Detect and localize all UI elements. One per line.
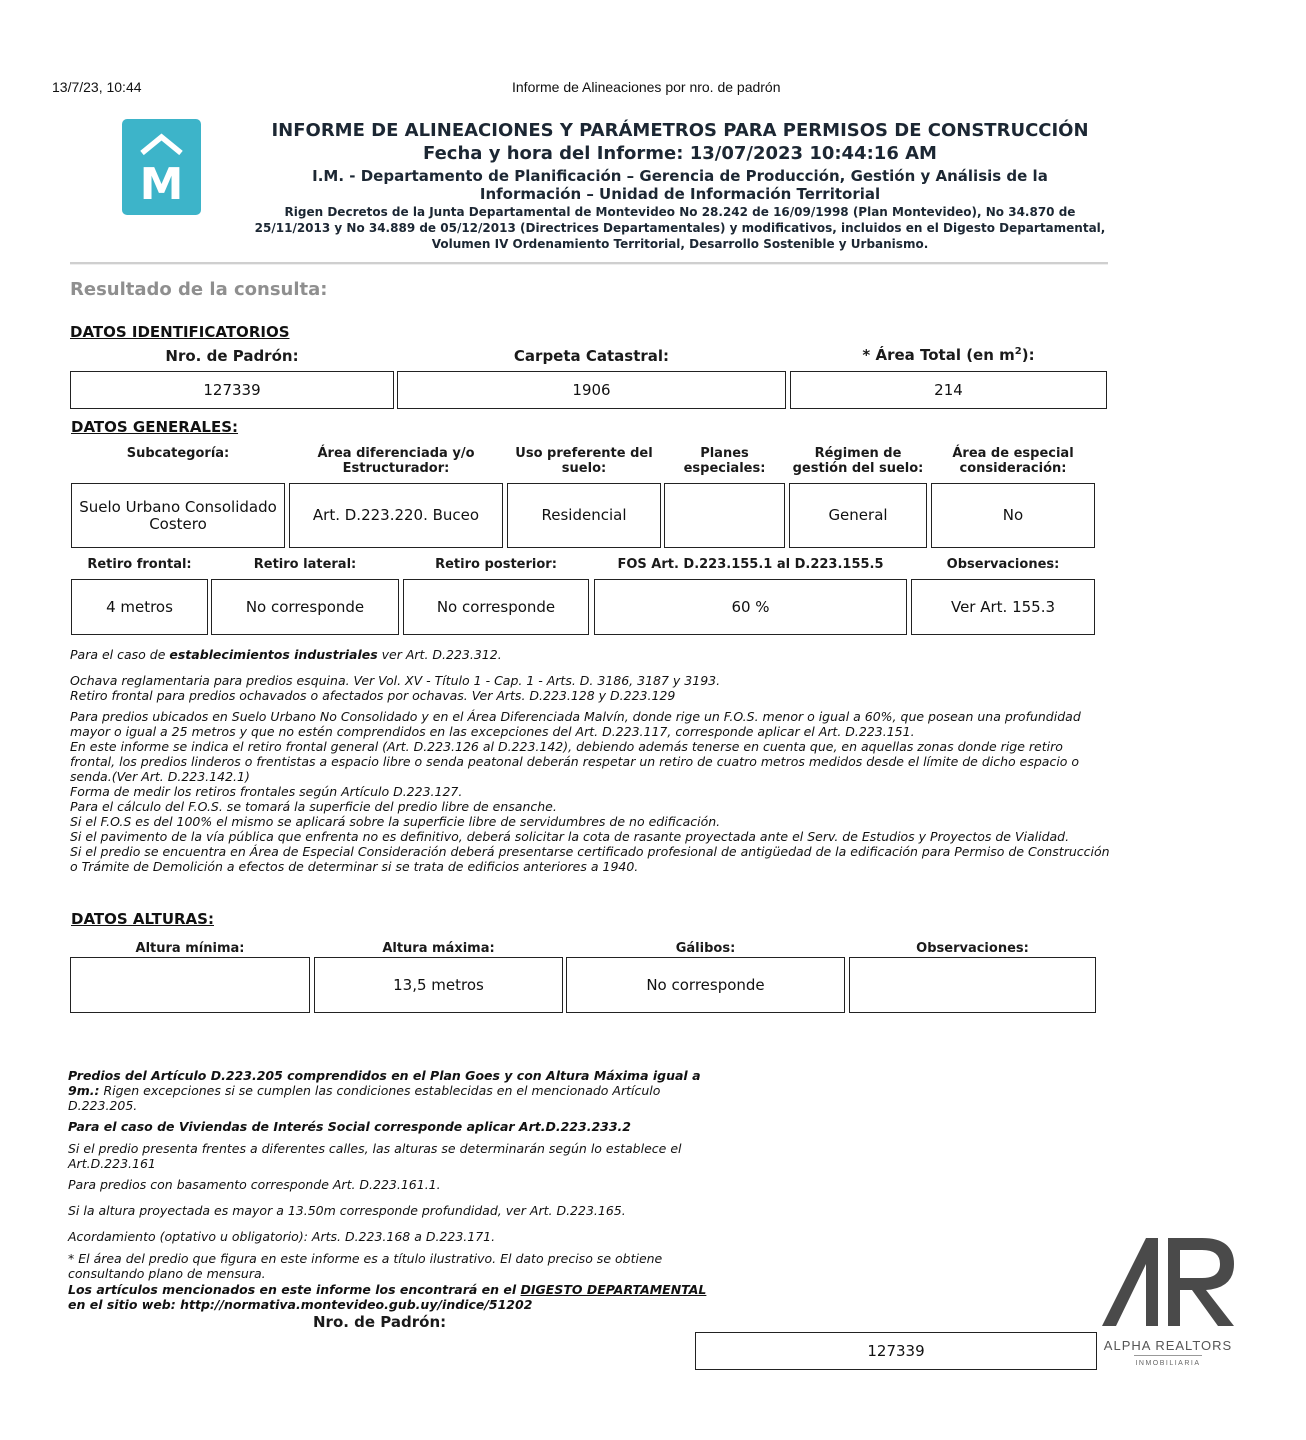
notes-list [70, 673, 1110, 874]
galibos-label: Gálibos: [675, 941, 736, 956]
note-fos100: Si el F.O.S es del 100% el mismo se aplicará sobre la superficie libre de servidumbres de no edificación. [70, 814, 721, 829]
watermark-sub: INMOBILIARIA [1135, 1360, 1201, 1367]
note-acordamiento: Acordamiento (optativo u obligatorio): Arts. D.223.168 a D.223.171. [68, 1229, 496, 1244]
altura-minima-label: Altura mínima: [135, 941, 245, 956]
montevideo-logo-icon [122, 119, 201, 215]
area-especial-label: Área de especial consideración: [952, 446, 1074, 476]
subcategoria-value: Suelo Urbano Consolidado Costero [71, 483, 285, 548]
note-pavimento: Si el pavimento de la vía pública que enfrenta no es definitivo, deberá solicitar la cota de rasante proyectada ante el Serv. de Estudios y Proyectos de Vialidad. [70, 829, 1070, 844]
note-forma: Forma de medir los retiros frontales según Artículo D.223.127. [70, 784, 463, 799]
observaciones-value: Ver Art. 155.3 [911, 579, 1095, 635]
note-retiro-general: En este informe se indica el retiro frontal general (Art. D.223.126 al D.223.142), debiendo además tenerse en cuenta que, en aquellas zonas donde rige retiro frontal, los predios linderos o frentistas a espacio libre o senda peatonal deberán respetar un retiro de cuatro metros medidos desde el límite de dicho espacio o senda.(Ver Art. D.223.142.1) [70, 739, 1080, 784]
note-industrial: Para el caso de establecimientos industriales ver Art. D.223.312. [70, 647, 502, 662]
altura-maxima-value: 13,5 metros [314, 957, 563, 1013]
logo-letter: M [139, 159, 184, 210]
altura-minima-value [70, 957, 310, 1013]
area-label: * Área Total (en $m^2$): [862, 346, 1035, 364]
note-ochava: Ochava reglamentaria para predios esquina. Ver Vol. XV - Título 1 - Cap. 1 - Arts. D. 3186, 3187 y 3193. [70, 673, 721, 688]
note-basamento: Para predios con basamento corresponde Art. D.223.161.1. [68, 1177, 441, 1192]
retiro-frontal-label: Retiro frontal: [87, 557, 192, 572]
report-department: I.M. - Departamento de Planificación – Gerencia de Producción, Gestión y Análisis de la Información – Unidad de Información Territorial [312, 167, 1048, 203]
uso-preferente-value: Residencial [507, 483, 661, 548]
identificatorios-heading: DATOS IDENTIFICATORIOS [70, 323, 290, 341]
watermark-brand: ALPHA REALTORS [1103, 1338, 1233, 1353]
regimen-label: Régimen de gestión del suelo: [792, 446, 924, 476]
report-title: INFORME DE ALINEACIONES Y PARÁMETROS PARA PERMISOS DE CONSTRUCCIÓN [271, 120, 1089, 141]
note-articulos: Los artículos mencionados en este informe los encontrará en el DIGESTO DEPARTAMENTAL en el sitio web: http://normativa.montevideo.gub.uy/indice/51202 [68, 1282, 707, 1312]
alturas-observaciones-label: Observaciones: [916, 941, 1029, 956]
planes-especiales-label: Planes especiales: [683, 446, 766, 476]
result-heading: Resultado de la consulta: [70, 279, 328, 300]
planes-especiales-value [664, 483, 785, 548]
regimen-value: General [789, 483, 927, 548]
subcategoria-label: Subcategoría: [126, 446, 230, 461]
note-plan-goes: Predios del Artículo D.223.205 comprendidos en el Plan Goes y con Altura Máxima igual a 9m.: Rigen excepciones si se cumplen las condiciones establecidas en el mencionado Artículo D.223.205. [68, 1068, 701, 1113]
area-diferenciada-value: Art. D.223.220. Buceo [289, 483, 503, 548]
report-datetime: Fecha y hora del Informe: 13/07/2023 10:44:16 AM [423, 143, 937, 164]
note-frentes: Si el predio presenta frentes a diferentes calles, las alturas se determinarán según lo establece el Art.D.223.161 [68, 1141, 682, 1171]
alpha-realtors-logo-icon [1098, 1232, 1238, 1332]
note-area-ilustrativo: * El área del predio que figura en este informe es a título ilustrativo. El dato preciso se obtiene consultando plano de mensura. [68, 1251, 663, 1281]
padron-label: Nro. de Padrón: [165, 347, 299, 365]
retiro-posterior-label: Retiro posterior: [435, 557, 557, 572]
header-divider [70, 262, 1108, 265]
note-altura-135: Si la altura proyectada es mayor a 13.50m corresponde profundidad, ver Art. D.223.165. [68, 1203, 626, 1218]
alturas-heading: DATOS ALTURAS: [71, 910, 214, 928]
carpeta-label: Carpeta Catastral: [513, 347, 670, 365]
note-especial: Si el predio se encuentra en Área de Especial Consideración deberá presentarse certificado profesional de antigüedad de la edificación para Permiso de Construcción o Trámite de Demolición a efectos de determinar si se trata de edificios anteriores a 1940. [70, 844, 1110, 874]
note-vis: Para el caso de Viviendas de Interés Social corresponde aplicar Art.D.223.233.2 [68, 1119, 631, 1134]
galibos-value: No corresponde [566, 957, 845, 1013]
note-no-consolidado: Para predios ubicados en Suelo Urbano No Consolidado y en el Área Diferenciada Malvín, donde rige un F.O.S. menor o igual a 60%, que posean una profundidad mayor o igual a 25 metros y que no estén comprendidos en las excepciones del Art. D.223.117, corresponde aplicar el Art. D.223.151. [70, 709, 1081, 739]
area-value: 214 [790, 371, 1107, 409]
footer-padron-value: 127339 [695, 1332, 1097, 1370]
uso-preferente-label: Uso preferente del suelo: [515, 446, 653, 476]
retiro-lateral-value: No corresponde [211, 579, 399, 635]
digesto-link[interactable]: DIGESTO DEPARTAMENTAL [520, 1282, 707, 1297]
note-retiro-ochava: Retiro frontal para predios ochavados o afectados por ochavas. Ver Arts. D.223.128 y D.223.129 [70, 688, 676, 703]
alpha-realtors-watermark [1098, 1232, 1238, 1372]
observaciones-label: Observaciones: [946, 557, 1060, 572]
area-especial-value: No [931, 483, 1095, 548]
retiro-posterior-value: No corresponde [403, 579, 589, 635]
padron-value: 127339 [70, 371, 394, 409]
im-logo [122, 119, 201, 215]
area-diferenciada-label: Área diferenciada y/o Estructurador: [317, 446, 475, 476]
retiro-frontal-value: 4 metros [71, 579, 208, 635]
report-decrees: Rigen Decretos de la Junta Departamental de Montevideo No 28.242 de 16/09/1998 (Plan Montevideo), No 34.870 de 25/11/2013 y No 34.889 de 05/12/2013 (Directrices Departamentales) y modificativos, incluidos en el Digesto Departamental, Volumen IV Ordenamiento Territorial, Desarrollo Sostenible y Urbanismo. [254, 205, 1106, 251]
alturas-observaciones-value [849, 957, 1096, 1013]
footer-padron-label: Nro. de Padrón: [313, 1313, 447, 1331]
fos-value: 60 % [594, 579, 907, 635]
note-calculo: Para el cálculo del F.O.S. se tomará la superficie del predio libre de ensanche. [70, 799, 557, 814]
print-timestamp: 13/7/23, 10:44 [52, 79, 142, 95]
altura-maxima-label: Altura máxima: [382, 941, 495, 956]
print-page-title: Informe de Alineaciones por nro. de padrón [512, 79, 781, 95]
generales-heading: DATOS GENERALES: [71, 418, 239, 436]
fos-label: FOS Art. D.223.155.1 al D.223.155.5 [617, 557, 884, 572]
watermark-divider [1134, 1355, 1202, 1356]
carpeta-value: 1906 [397, 371, 786, 409]
retiro-lateral-label: Retiro lateral: [253, 557, 357, 572]
